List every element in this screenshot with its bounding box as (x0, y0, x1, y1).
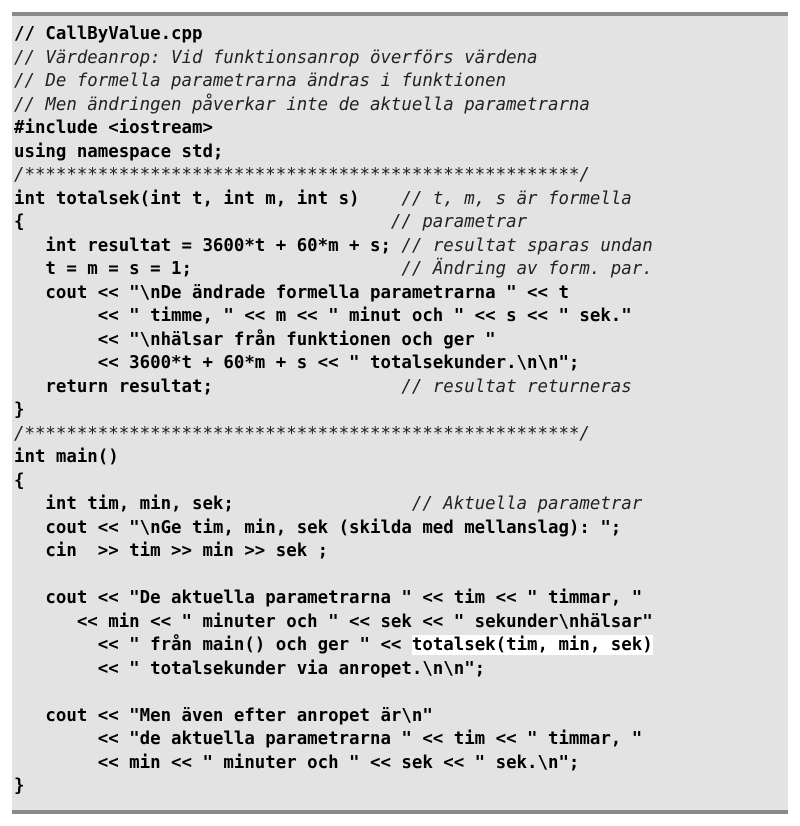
code-line-comment: // De formella parametrarna ändras i funktionen (14, 71, 507, 91)
code-line-cout: cout << "De aktuella parametrarna " << tim << " timmar, " (14, 588, 643, 608)
code-comment: // resultat sparas undan (401, 235, 653, 256)
code-text: int totalsek(int t, int m, int s) (14, 188, 402, 209)
code-line-close-brace: } (14, 400, 25, 420)
code-text: { (14, 212, 391, 232)
code-line-comment: // Värdeanrop: Vid funktionsanrop överförs värdena (14, 47, 538, 68)
code-line-using: using namespace std; (14, 141, 224, 162)
code-line-cout-cont: << min << " minuter och " << sek << " sekunder\nhälsar" (14, 611, 653, 632)
code-line-resultat (14, 235, 653, 259)
highlighted-function-call: totalsek(tim, min, sek) (411, 635, 653, 655)
code-line-assignment (14, 258, 653, 282)
code-line-declaration (14, 493, 653, 517)
code-line-include: #include <iostream> (14, 118, 213, 138)
code-text: int tim, min, sek; (14, 494, 412, 514)
code-comment: // resultat returneras (401, 376, 632, 397)
code-line-separator: /*****************************************************/ (14, 423, 590, 444)
code-text: return resultat; (14, 376, 402, 397)
code-line-cout: cout << "Men även efter anropet är\n" (14, 705, 433, 726)
code-line-main: int main() (14, 447, 119, 467)
code-line-blank (14, 564, 653, 588)
code-line-close-brace: } (14, 776, 25, 796)
code-comment: // parametrar (390, 212, 528, 232)
code-line-separator: /*****************************************************/ (14, 165, 590, 185)
code-line-cout: cout << "\nGe tim, min, sek (skilda med mellanslag): "; (14, 517, 622, 538)
code-listing-frame (12, 12, 788, 814)
code-line-filename: // CallByValue.cpp (14, 24, 203, 44)
code-line-cout-cont: << min << " minuter och " << sek << " sek.\n"; (14, 752, 580, 773)
code-line-cout-cont: << "de aktuella parametrarna " << tim << " timmar, " (14, 729, 643, 749)
code-line-call (14, 634, 653, 658)
code-comment: // Ändring av form. par. (401, 259, 653, 279)
code-line-comment: // Men ändringen påverkar inte de aktuella parametrarna (14, 94, 590, 115)
code-line-function-signature (14, 188, 653, 212)
code-line-cout-cont: << "\nhälsar från funktionen och ger " (14, 329, 496, 350)
code-line-open-brace (14, 211, 653, 235)
code-text: t = m = s = 1; (14, 259, 402, 279)
code-line-return (14, 376, 653, 400)
code-text: << " från main() och ger " << (14, 635, 412, 655)
code-text: int resultat = 3600*t + 60*m + s; (14, 235, 402, 256)
code-comment: // Aktuella parametrar (411, 494, 643, 514)
code-line-blank (14, 681, 653, 705)
code-line-cout-cont: << " timme, " << m << " minut och " << s << " sek." (14, 306, 632, 326)
code-line-cout-cont: << " totalsekunder via anropet.\n\n"; (14, 658, 486, 679)
code-line-open-brace: { (14, 470, 25, 491)
code-line-cin: cin >> tim >> min >> sek ; (14, 541, 329, 561)
code-line-cout-cont: << 3600*t + 60*m + s << " totalsekunder.\n\n"; (14, 353, 580, 373)
code-listing (14, 23, 653, 799)
code-line-cout: cout << "\nDe ändrade formella parametrarna " << t (14, 282, 569, 303)
code-comment: // t, m, s är formella (401, 188, 632, 209)
